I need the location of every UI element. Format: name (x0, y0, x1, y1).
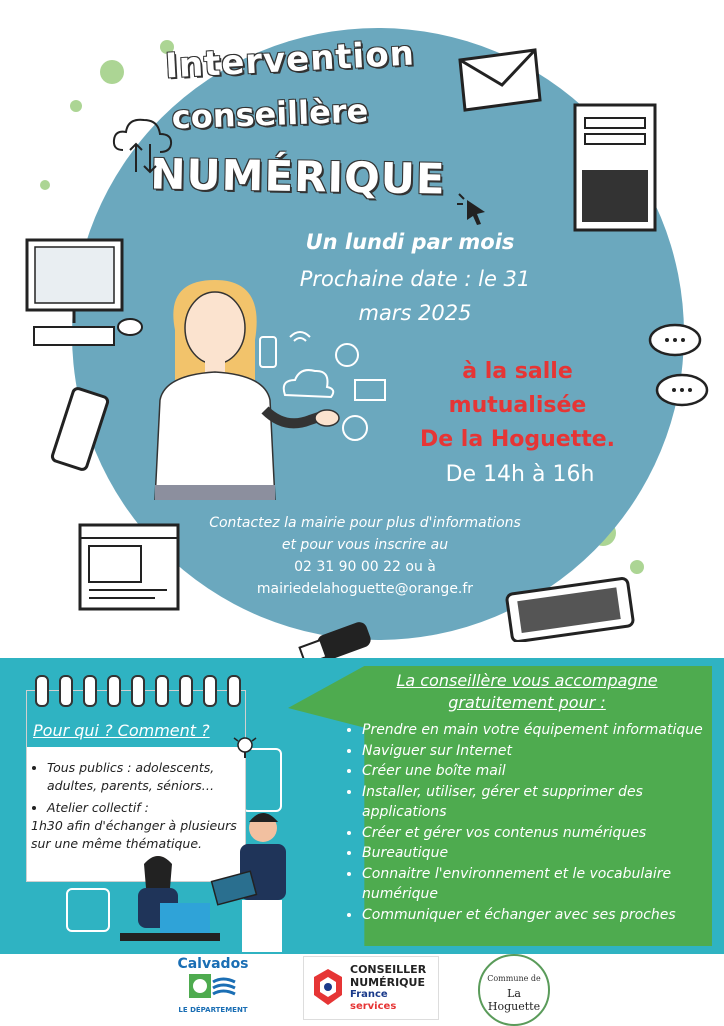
chat-bubble-icon (645, 320, 705, 365)
title-line-3: NUMÉRIQUE (149, 149, 447, 204)
contact-phone: 02 31 90 00 22 ou à (294, 559, 436, 575)
decorative-frame (66, 888, 110, 932)
services-list (342, 720, 712, 925)
contact-line-2: et pour vous inscrire au (281, 537, 449, 553)
cnfs-line-3: France (350, 989, 388, 1000)
next-date-line-1: Prochaine date : le 31 (299, 267, 531, 291)
smartphone-icon (50, 385, 110, 475)
computer-tower-icon (570, 100, 665, 240)
location-text (395, 355, 640, 457)
chat-bubble-icon (652, 370, 712, 415)
france-services-icon (312, 967, 344, 1007)
location-line-2: mutualisée (448, 393, 587, 418)
who-title: Pour qui ? Comment ? (27, 721, 245, 747)
contact-block (190, 512, 540, 600)
title-line-2: conseillère (171, 91, 369, 137)
splatter-dot (40, 180, 50, 190)
commune-logo (478, 954, 550, 1026)
list-item: • Connaitre l'environnement et le vocabulaire numérique (362, 864, 712, 905)
lightbulb-icon (230, 732, 260, 762)
browser-window-icon (75, 520, 185, 615)
title-line-1: Intervention (164, 33, 416, 87)
next-date-line-2: mars 2025 (358, 301, 472, 325)
list-item: • Atelier collectif : (47, 799, 241, 817)
who-item-continuation: 1h30 afin d'échanger à plusieurs sur une même thématique. (31, 818, 237, 851)
envelope-icon (450, 45, 545, 115)
list-item: • Bureautique (362, 843, 712, 864)
list-item: • Créer et gérer vos contenus numériques (362, 823, 712, 844)
list-item: • Créer une boîte mail (362, 761, 712, 782)
conseiller-numerique-logo (303, 956, 439, 1020)
calvados-emblem-icon (183, 972, 243, 1000)
contact-email: mairiedelahoguette@orange.fr (256, 581, 474, 597)
services-content (342, 670, 712, 925)
list-item: • Communiquer et échanger avec ses proches (362, 905, 712, 926)
services-title (342, 670, 712, 714)
calvados-logo (170, 956, 256, 1014)
hours-text: De 14h à 16h (445, 462, 595, 487)
tech-icons-cluster (255, 325, 400, 445)
frequency-text: Un lundi par mois (305, 230, 515, 254)
cnfs-line-2: NUMÉRIQUE (350, 976, 425, 989)
logos-footer (0, 954, 724, 1024)
calvados-name: Calvados (177, 956, 249, 972)
contact-line-1: Contactez la mairie pour plus d'informations (209, 515, 521, 531)
services-title-line-2: gratuitement pour : (448, 693, 606, 712)
calvados-subtitle: LE DÉPARTEMENT (178, 1006, 248, 1014)
cnfs-line-4: services (350, 1001, 397, 1012)
cnfs-line-1: CONSEILLER (350, 963, 427, 976)
splatter-dot (70, 100, 82, 112)
list-item: • Naviguer sur Internet (362, 741, 712, 762)
list-item: • Prendre en main votre équipement informatique (362, 720, 712, 741)
commune-line-1: Commune de (487, 974, 541, 983)
services-title-line-1: La conseillère vous accompagne (396, 671, 658, 690)
monitor-icon (22, 235, 152, 360)
commune-line-2: La Hoguette (487, 987, 541, 1013)
list-item: • Installer, utiliser, gérer et supprimer des applications (362, 782, 712, 823)
location-line-1: à la salle (462, 359, 573, 384)
list-item: • Tous publics : adolescents, adultes, parents, séniors… (47, 759, 241, 795)
location-line-3: De la Hoguette. (419, 427, 616, 452)
people-illustration (118, 808, 323, 954)
calendar-rings (35, 675, 245, 715)
cloud-sync-icon (108, 110, 178, 180)
next-date-text (250, 262, 580, 330)
cursor-icon (455, 190, 491, 226)
